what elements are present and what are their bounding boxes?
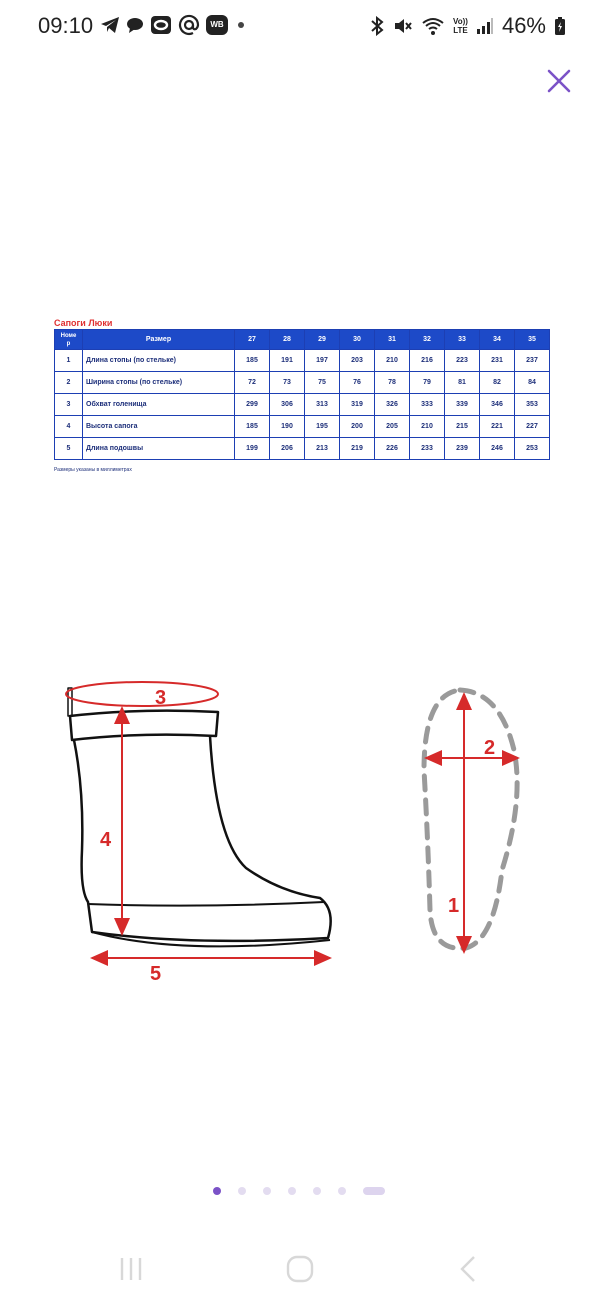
table-cell: 200	[340, 416, 375, 438]
table-cell: 191	[270, 350, 305, 372]
pagination-dot[interactable]	[288, 1187, 296, 1195]
insole-drawing	[424, 690, 517, 948]
volte-icon	[453, 17, 468, 35]
table-cell: 199	[235, 438, 270, 460]
status-bar	[0, 0, 600, 52]
header-size: 29	[305, 330, 340, 350]
mute-icon	[393, 16, 413, 36]
wb-icon	[206, 15, 228, 35]
size-chart	[54, 317, 549, 473]
volte-label-bottom: LTE	[453, 26, 468, 35]
table-cell: 239	[445, 438, 480, 460]
header-size: 31	[375, 330, 410, 350]
pagination-dot[interactable]	[238, 1187, 246, 1195]
header-size: 33	[445, 330, 480, 350]
table-cell: 246	[480, 438, 515, 460]
label-girth: 3	[155, 687, 167, 709]
table-cell: 253	[515, 438, 550, 460]
table-cell: 190	[270, 416, 305, 438]
table-cell: 221	[480, 416, 515, 438]
row-parameter: Ширина стопы (по стельке)	[83, 372, 235, 394]
table-cell: 233	[410, 438, 445, 460]
chat-icon	[126, 16, 144, 34]
table-body	[55, 350, 550, 460]
label-foot-width: 2	[484, 737, 496, 759]
header-size: 30	[340, 330, 375, 350]
wb-label: WB	[210, 20, 224, 29]
signal-icon	[476, 16, 494, 36]
row-parameter: Обхват голенища	[83, 394, 235, 416]
table-cell: 299	[235, 394, 270, 416]
label-height: 4	[100, 829, 112, 851]
table-cell: 78	[375, 372, 410, 394]
telegram-icon	[100, 16, 120, 34]
recent-apps-button[interactable]	[116, 1254, 146, 1284]
table-cell: 72	[235, 372, 270, 394]
close-icon	[542, 64, 576, 98]
label-foot-length: 1	[448, 895, 460, 917]
header-number-line1: Номе	[60, 332, 77, 339]
table-header-row	[55, 330, 550, 350]
boot-drawing	[68, 688, 331, 946]
header-param: Размер	[83, 330, 235, 350]
table-cell: 215	[445, 416, 480, 438]
table-cell: 185	[235, 416, 270, 438]
header-number	[55, 330, 83, 350]
table-cell: 226	[375, 438, 410, 460]
table-cell: 75	[305, 372, 340, 394]
table-row	[55, 438, 550, 460]
row-parameter: Длина подошвы	[83, 438, 235, 460]
header-size: 34	[480, 330, 515, 350]
wifi-icon	[421, 16, 445, 36]
o-app-icon	[150, 15, 172, 35]
header-size: 28	[270, 330, 305, 350]
table-cell: 216	[410, 350, 445, 372]
navigation-bar	[0, 1236, 600, 1299]
table-row	[55, 372, 550, 394]
status-notification-icons	[100, 14, 248, 36]
table-cell: 313	[305, 394, 340, 416]
chart-title: Сапоги Люки	[54, 318, 113, 328]
home-icon	[285, 1254, 315, 1284]
table-cell: 333	[410, 394, 445, 416]
row-parameter: Длина стопы (по стельке)	[83, 350, 235, 372]
table-cell: 339	[445, 394, 480, 416]
table-cell: 210	[410, 416, 445, 438]
table-cell: 306	[270, 394, 305, 416]
back-button[interactable]	[454, 1254, 484, 1284]
table-cell: 346	[480, 394, 515, 416]
row-parameter: Высота сапога	[83, 416, 235, 438]
battery-icon	[554, 16, 566, 36]
image-pagination	[213, 1185, 388, 1197]
header-size: 27	[235, 330, 270, 350]
table-cell: 82	[480, 372, 515, 394]
recent-apps-icon	[116, 1254, 146, 1284]
home-button[interactable]	[285, 1254, 315, 1284]
table-cell: 76	[340, 372, 375, 394]
table-row	[55, 416, 550, 438]
pagination-dot[interactable]	[263, 1187, 271, 1195]
row-number: 2	[55, 372, 83, 394]
table-cell: 213	[305, 438, 340, 460]
table-cell: 223	[445, 350, 480, 372]
table-cell: 203	[340, 350, 375, 372]
pagination-dot[interactable]	[363, 1187, 385, 1195]
table-cell: 84	[515, 372, 550, 394]
table-cell: 210	[375, 350, 410, 372]
table-cell: 185	[235, 350, 270, 372]
status-time: 09:10	[38, 13, 94, 38]
at-icon	[178, 14, 200, 36]
dot-icon	[234, 18, 248, 32]
row-number: 3	[55, 394, 83, 416]
table-cell: 319	[340, 394, 375, 416]
row-number: 5	[55, 438, 83, 460]
table-cell: 231	[480, 350, 515, 372]
size-table	[54, 329, 550, 460]
table-row	[55, 350, 550, 372]
table-cell: 195	[305, 416, 340, 438]
measurement-diagram	[40, 670, 560, 990]
table-row	[55, 394, 550, 416]
table-cell: 81	[445, 372, 480, 394]
header-number-line2: р	[66, 340, 71, 347]
back-icon	[454, 1254, 484, 1284]
close-button[interactable]	[542, 64, 576, 98]
label-sole-length: 5	[150, 963, 162, 985]
table-cell: 326	[375, 394, 410, 416]
row-number: 1	[55, 350, 83, 372]
status-system-icons	[369, 13, 566, 39]
volte-label-top: Vo))	[452, 17, 468, 26]
battery-percent: 46%	[501, 13, 546, 38]
table-cell: 73	[270, 372, 305, 394]
chart-note: Размеры указаны в миллиметрах	[54, 467, 132, 473]
table-cell: 206	[270, 438, 305, 460]
table-cell: 205	[375, 416, 410, 438]
pagination-dot[interactable]	[338, 1187, 346, 1195]
arrow-girth	[66, 682, 218, 706]
pagination-dot[interactable]	[213, 1187, 221, 1195]
table-cell: 79	[410, 372, 445, 394]
table-cell: 227	[515, 416, 550, 438]
row-number: 4	[55, 416, 83, 438]
header-size: 35	[515, 330, 550, 350]
pagination-dot[interactable]	[313, 1187, 321, 1195]
table-cell: 219	[340, 438, 375, 460]
bluetooth-icon	[369, 16, 385, 36]
table-cell: 237	[515, 350, 550, 372]
table-cell: 197	[305, 350, 340, 372]
table-cell: 353	[515, 394, 550, 416]
header-size: 32	[410, 330, 445, 350]
